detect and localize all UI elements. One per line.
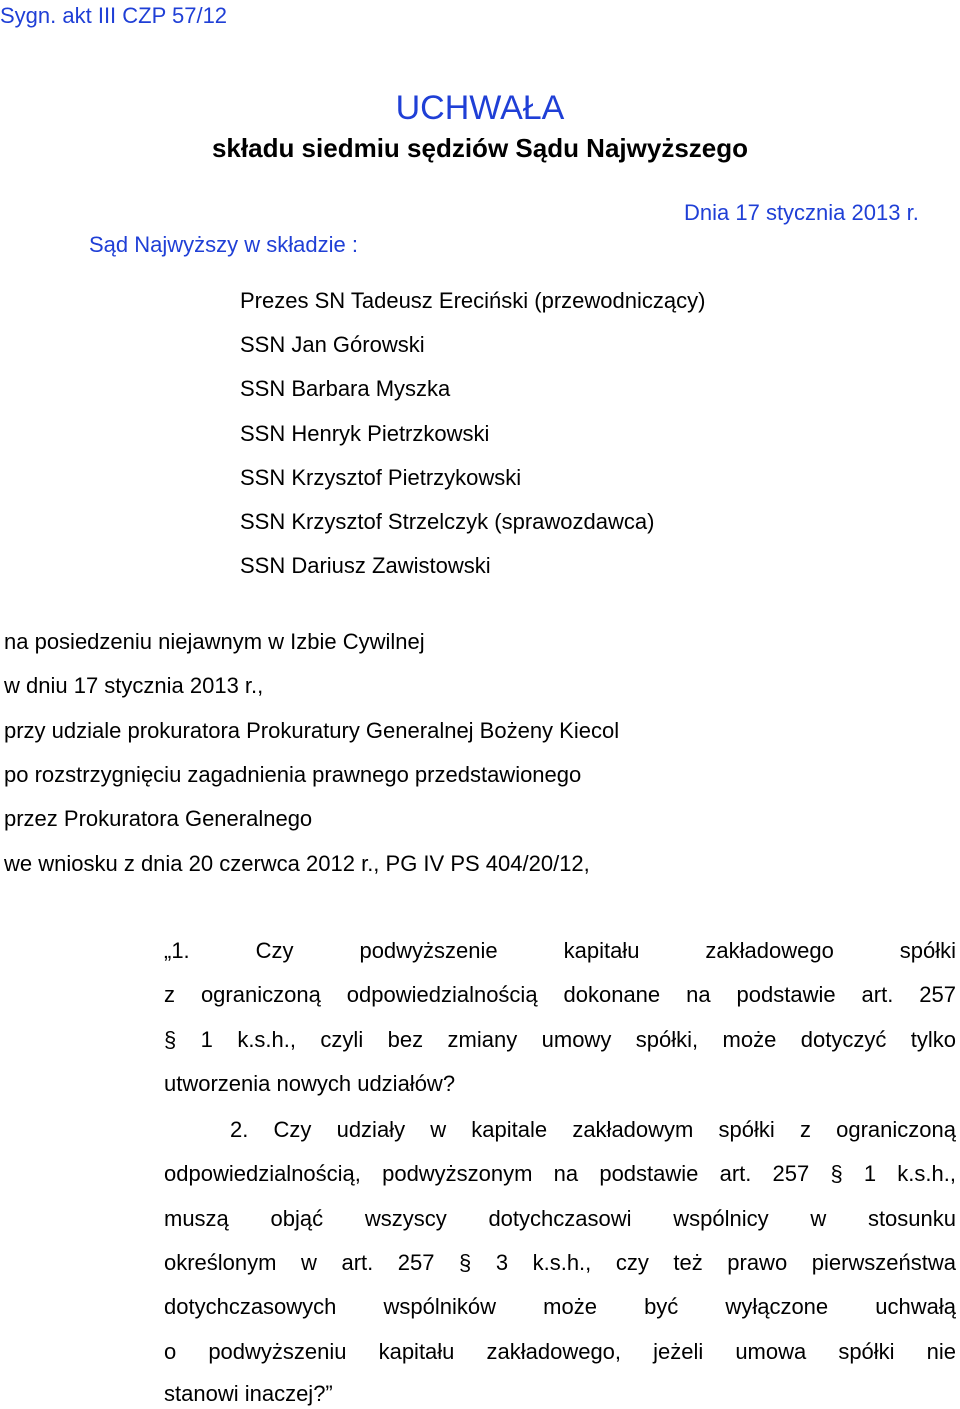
question-line: 2. Czy udziały w kapitale zakładowym spółki z ograniczoną bbox=[230, 1117, 956, 1142]
question-line: określonym w art. 257 § 3 k.s.h., czy też prawo pierwszeństwa bbox=[164, 1250, 956, 1275]
session-line: przy udziale prokuratora Prokuratury Generalnej Bożeny Kiecol bbox=[4, 718, 620, 743]
document-subtitle: składu siedmiu sędziów Sądu Najwyższego bbox=[211, 133, 749, 163]
question-line: dotychczasowych wspólników może być wyłączone uchwałą bbox=[164, 1294, 956, 1319]
question-line: „1. Czy podwyższenie kapitału zakładowego spółki bbox=[164, 938, 956, 963]
question-line: utworzenia nowych udziałów? bbox=[164, 1071, 456, 1096]
judge-item: SSN Dariusz Zawistowski bbox=[240, 553, 491, 578]
case-signature: Sygn. akt III CZP 57/12 bbox=[0, 3, 228, 28]
date-line: Dnia 17 stycznia 2013 r. bbox=[684, 200, 919, 225]
question-line: odpowiedzialnością, podwyższonym na podstawie art. 257 § 1 k.s.h., bbox=[164, 1161, 956, 1186]
judge-item: SSN Krzysztof Pietrzykowski bbox=[240, 465, 522, 490]
session-line: przez Prokuratora Generalnego bbox=[4, 806, 313, 831]
judge-item: Prezes SN Tadeusz Ereciński (przewodniczący) bbox=[240, 288, 706, 313]
judge-item: SSN Jan Górowski bbox=[240, 332, 425, 357]
session-line: na posiedzeniu niejawnym w Izbie Cywilnej bbox=[4, 629, 425, 654]
question-line: stanowi inaczej?” bbox=[164, 1381, 333, 1406]
judge-item: SSN Barbara Myszka bbox=[240, 376, 451, 401]
composition-label: Sąd Najwyższy w składzie : bbox=[89, 232, 358, 257]
judge-item: SSN Henryk Pietrzkowski bbox=[240, 421, 490, 446]
question-line: z ograniczoną odpowiedzialnością dokonane na podstawie art. 257 bbox=[164, 982, 956, 1007]
session-line: po rozstrzygnięciu zagadnienia prawnego przedstawionego bbox=[4, 762, 582, 787]
question-line: muszą objąć wszyscy dotychczasowi wspólnicy w stosunku bbox=[164, 1206, 956, 1231]
judge-item: SSN Krzysztof Strzelczyk (sprawozdawca) bbox=[240, 509, 655, 534]
document-title: UCHWAŁA bbox=[395, 89, 565, 127]
question-line: o podwyższeniu kapitału zakładowego, jeżeli umowa spółki nie bbox=[164, 1339, 956, 1364]
session-line: we wniosku z dnia 20 czerwca 2012 r., PG IV PS 404/20/12, bbox=[4, 851, 590, 876]
session-line: w dniu 17 stycznia 2013 r., bbox=[4, 673, 264, 698]
question-line: § 1 k.s.h., czyli bez zmiany umowy spółki, może dotyczyć tylko bbox=[164, 1027, 956, 1052]
